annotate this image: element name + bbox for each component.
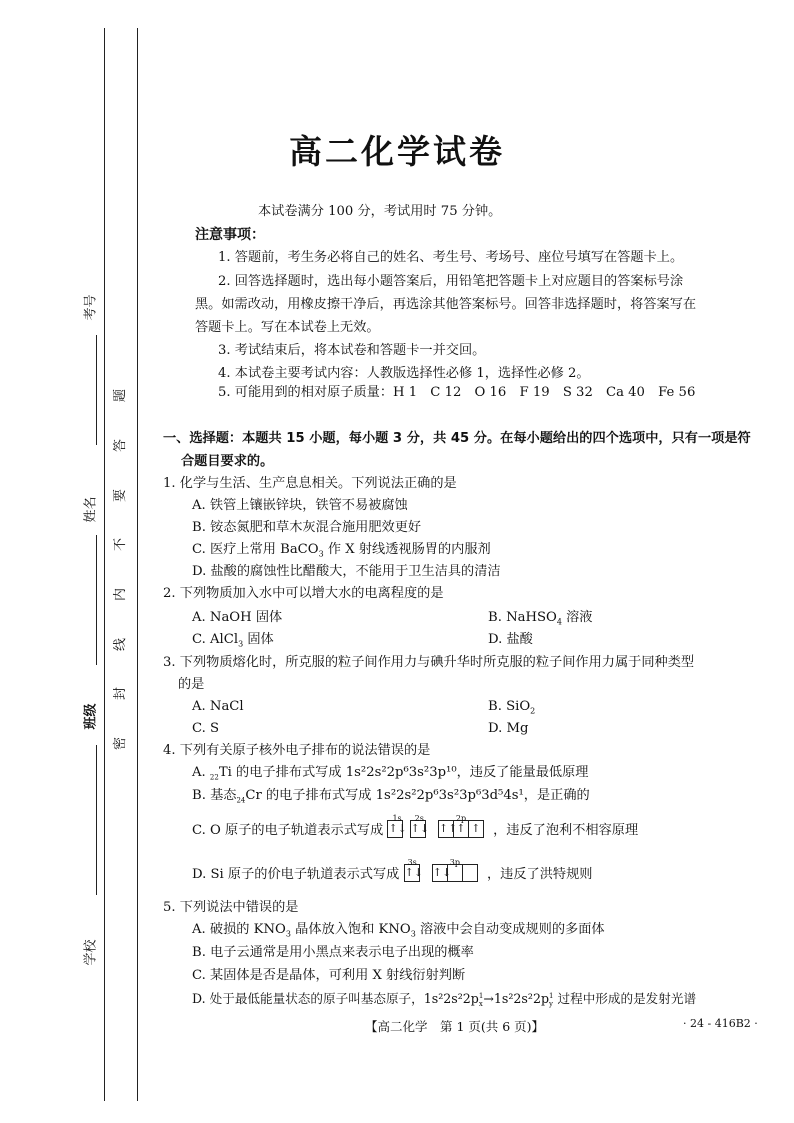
section-heading-cont: 合题目要求的。 bbox=[181, 454, 274, 469]
q4b-el: Cr 的电子排布式写成 1s bbox=[245, 788, 391, 803]
q4d-pre: D. Si 原子的价电子轨道表示式写成 bbox=[192, 866, 400, 882]
orbital-box-3s bbox=[404, 858, 424, 884]
note-line-1: 1. 答题前，考生务必将自己的姓名、考生号、考场号、座位号填写在答题卡上。 bbox=[218, 250, 684, 265]
question-4-option-d[interactable] bbox=[192, 858, 593, 885]
question-3-option-c[interactable]: C. S bbox=[192, 721, 220, 736]
question-5-option-b[interactable]: B. 电子云通常是用小黑点来表示电子出现的概率 bbox=[192, 945, 474, 960]
note-line-3: 黑。如需改动，用橡皮擦干净后，再选涂其他答案标号。回答非选择题时，将答案写在 bbox=[195, 297, 697, 312]
seal-char-7: 封 bbox=[113, 686, 129, 701]
orbital-cell: ↑↓ bbox=[410, 820, 426, 838]
q3b-sub: 2 bbox=[530, 706, 536, 716]
exam-subtitle: 本试卷满分 100 分，考试用时 75 分钟。 bbox=[258, 204, 502, 219]
orbital-label-1s: 1s bbox=[392, 814, 402, 823]
q4b-config: ²2s²2p⁶3s²3p⁶3d⁵4s¹ bbox=[390, 788, 524, 803]
margin-label-name: 姓名 bbox=[83, 496, 99, 523]
q2b-post: 溶液 bbox=[561, 610, 593, 625]
notes-heading: 注意事项： bbox=[195, 227, 265, 243]
q4a-mass: 22 bbox=[209, 773, 219, 782]
note-line-5: 3. 考试结束后，将本试卷和答题卡一并交回。 bbox=[218, 343, 486, 358]
q4a-el: Ti 的电子排布式写成 1s bbox=[218, 765, 361, 780]
orbital-box-2p bbox=[438, 814, 483, 840]
q5d-pre: D. 处于最低能量状态的原子叫基态原子，1s²2s²2p bbox=[192, 991, 479, 1006]
q5d-sub1: x bbox=[478, 999, 483, 1008]
question-5-option-c[interactable]: C. 某固体是否是晶体，可利用 X 射线衍射判断 bbox=[192, 968, 466, 983]
question-2-option-d[interactable]: D. 盐酸 bbox=[488, 632, 533, 647]
question-2-option-b[interactable] bbox=[488, 608, 593, 633]
question-3-option-a[interactable]: A. NaCl bbox=[192, 699, 244, 714]
orbital-cell: ↑↓ bbox=[432, 864, 448, 882]
q4c-pre: C. O 原子的电子轨道表示式写成 bbox=[192, 822, 384, 838]
orbital-box-3p bbox=[432, 858, 477, 884]
margin-line-inner bbox=[137, 28, 138, 1101]
question-1-stem: 1. 化学与生活、生产息息相关。下列说法正确的是 bbox=[163, 476, 457, 491]
q5d-sup1: 1 bbox=[478, 991, 484, 1000]
question-1-option-b[interactable]: B. 铵态氮肥和草木灰混合施用肥效更好 bbox=[192, 520, 422, 535]
q1c-pre: C. 医疗上常用 BaCO bbox=[192, 542, 319, 557]
q5a-sub2: 3 bbox=[410, 929, 416, 939]
orbital-label-3s: 3s bbox=[407, 858, 417, 867]
margin-label-class: 班级 bbox=[83, 703, 99, 730]
seal-char-6: 线 bbox=[113, 637, 129, 652]
question-3-option-d[interactable]: D. Mg bbox=[488, 721, 529, 736]
question-4-option-c[interactable] bbox=[192, 814, 639, 841]
q2b-pre: B. NaHSO bbox=[488, 610, 557, 625]
paper-code: · 24 - 416B2 · bbox=[683, 1017, 758, 1030]
seal-char-8: 密 bbox=[113, 736, 129, 751]
q5d-post: 过程中形成的是发射光谱 bbox=[553, 991, 697, 1006]
exam-number-blank[interactable] bbox=[96, 335, 97, 445]
note-line-6: 4. 本试卷主要考试内容：人教版选择性必修 1，选择性必修 2。 bbox=[218, 366, 590, 381]
section-heading: 一、选择题：本题共 15 小题，每小题 3 分，共 45 分。在每小题给出的四个选项中，只有一项是符 bbox=[163, 431, 751, 446]
orbital-diagram-si bbox=[404, 858, 480, 885]
orbital-label-2s: 2s bbox=[414, 814, 424, 823]
orbital-label-3p: 3p bbox=[449, 858, 460, 867]
orbital-cell bbox=[462, 864, 478, 882]
class-blank[interactable] bbox=[96, 745, 97, 895]
question-3-option-b[interactable] bbox=[488, 697, 535, 722]
page-title: 高二化学试卷 bbox=[289, 132, 505, 171]
note-line-2: 2. 回答选择题时，选出每小题答案后，用铅笔把答题卡上对应题目的答案标号涂 bbox=[218, 274, 684, 289]
orbital-cell: ↑ bbox=[453, 820, 469, 838]
question-2-stem: 2. 下列物质加入水中可以增大水的电离程度的是 bbox=[163, 586, 444, 601]
margin-line-outer bbox=[104, 28, 105, 1101]
question-2-option-a[interactable]: A. NaOH 固体 bbox=[192, 610, 283, 625]
q4b-post: ，是正确的 bbox=[523, 788, 590, 803]
q4a-config: ²2s²2p⁶3s²3p¹⁰ bbox=[360, 765, 457, 780]
q4b-mass: 24 bbox=[236, 796, 246, 805]
seal-char-1: 题 bbox=[113, 388, 129, 403]
page-footer: 【高二化学 第 1 页(共 6 页)】 bbox=[365, 1019, 545, 1034]
question-2-option-c[interactable] bbox=[192, 630, 274, 655]
question-3-stem: 3. 下列物质熔化时，所克服的粒子间作用力与碘升华时所克服的粒子间作用力属于同种类型 bbox=[163, 655, 695, 670]
q5a-mid: 晶体放入饱和 KNO bbox=[290, 922, 411, 937]
orbital-cell: ↑ bbox=[468, 820, 484, 838]
q2c-pre: C. AlCl bbox=[192, 632, 239, 647]
orbital-cell: ↑↓ bbox=[404, 864, 420, 882]
margin-label-school: 学校 bbox=[83, 939, 99, 966]
question-1-option-d[interactable]: D. 盐酸的腐蚀性比醋酸大，不能用于卫生洁具的清洁 bbox=[192, 564, 501, 579]
question-1-option-a[interactable]: A. 铁管上镶嵌锌块，铁管不易被腐蚀 bbox=[192, 498, 408, 513]
question-1-option-c[interactable] bbox=[192, 540, 491, 565]
q4b-pre: B. 基态 bbox=[192, 788, 237, 803]
orbital-cell: ↑↓ bbox=[387, 820, 403, 838]
question-5-stem: 5. 下列说法中错误的是 bbox=[163, 900, 299, 915]
orbital-label-2p: 2p bbox=[455, 814, 467, 823]
orbital-cell: ↑↑ bbox=[438, 820, 454, 838]
note-line-4: 答题卡上。写在本试卷上无效。 bbox=[195, 320, 380, 335]
seal-char-2: 答 bbox=[113, 438, 129, 453]
question-3-stem-cont: 的是 bbox=[178, 677, 205, 692]
name-blank[interactable] bbox=[96, 535, 97, 665]
q5d-mid: →1s²2s²2p bbox=[483, 991, 550, 1006]
q4c-post: ，违反了泡利不相容原理 bbox=[493, 822, 639, 838]
question-4-option-a[interactable] bbox=[192, 763, 588, 788]
q5d-sup2: 1 bbox=[549, 991, 554, 1000]
question-4-stem: 4. 下列有关原子核外电子排布的说法错误的是 bbox=[163, 743, 431, 758]
q2c-post: 固体 bbox=[243, 632, 274, 647]
margin-label-exam-number: 考号 bbox=[83, 294, 99, 321]
orbital-box-2s bbox=[410, 814, 430, 840]
q5d-sub2: y bbox=[549, 999, 553, 1008]
q1c-sub: 3 bbox=[318, 549, 324, 559]
q4d-post: ，违反了洪特规则 bbox=[486, 866, 593, 882]
q1c-post: 作 X 射线透视肠胃的内服剂 bbox=[323, 542, 491, 557]
seal-char-4: 不 bbox=[113, 537, 129, 552]
q4a-pre: A. bbox=[192, 765, 210, 780]
q5a-post: 溶液中会自动变成规则的多面体 bbox=[415, 922, 605, 937]
note-line-7: 5. 可能用到的相对原子质量：H 1 C 12 O 16 F 19 S 32 Ca 40 Fe 56 bbox=[218, 385, 696, 400]
question-5-option-d[interactable] bbox=[192, 989, 696, 1009]
orbital-diagram-o bbox=[387, 814, 485, 841]
q5a-sub1: 3 bbox=[285, 929, 291, 939]
q3b-pre: B. SiO bbox=[488, 699, 531, 714]
seal-char-3: 要 bbox=[113, 488, 129, 503]
q5a-pre: A. 破损的 KNO bbox=[192, 922, 286, 937]
seal-char-5: 内 bbox=[113, 587, 129, 602]
orbital-box-1s bbox=[387, 814, 407, 840]
question-4-option-b[interactable] bbox=[192, 786, 590, 811]
q2b-sub: 4 bbox=[556, 617, 562, 627]
question-5-option-a[interactable] bbox=[192, 920, 605, 945]
q2c-sub: 3 bbox=[238, 639, 244, 649]
q4a-post: ，违反了能量最低原理 bbox=[456, 765, 589, 780]
